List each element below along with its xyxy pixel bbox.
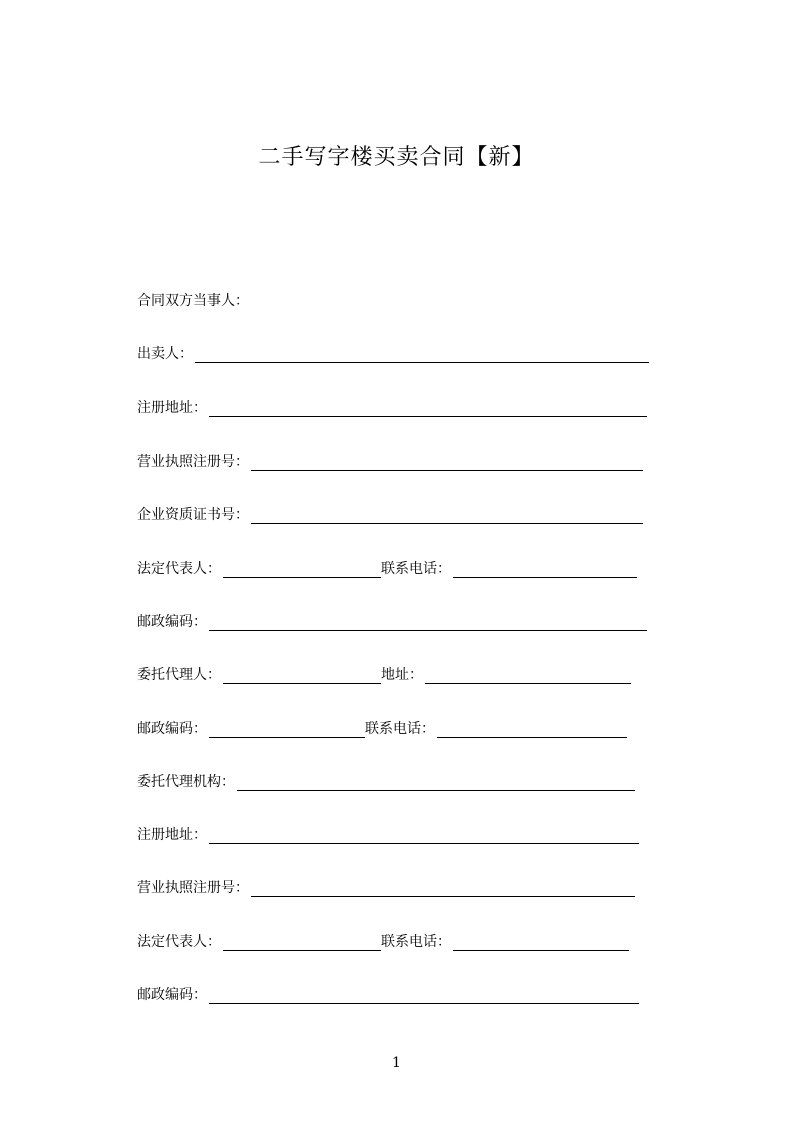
- agency-label: 委托代理机构：: [137, 774, 235, 790]
- legal-rep-input-line[interactable]: [223, 563, 381, 578]
- agent-phone-input-line[interactable]: [437, 723, 627, 738]
- legal-rep-row: [137, 558, 637, 578]
- agent-phone-label: 联系电话：: [365, 721, 435, 737]
- agency-address-label: 注册地址：: [137, 827, 207, 843]
- business-license-label: 营业执照注册号：: [137, 454, 249, 470]
- agent-postal-input-line[interactable]: [209, 723, 365, 738]
- agency-address-input-line[interactable]: [209, 829, 639, 844]
- agency-legal-rep-row: [137, 931, 629, 951]
- agent-address-input-line[interactable]: [425, 669, 631, 684]
- postal-code-label: 邮政编码：: [137, 614, 207, 630]
- seller-label: 出卖人：: [137, 346, 193, 362]
- agent-postal-label: 邮政编码：: [137, 721, 207, 737]
- parties-intro-label: 合同双方当事人：: [137, 293, 249, 309]
- business-license-input-line[interactable]: [251, 456, 643, 471]
- parties-intro: [137, 290, 249, 310]
- agency-address-row: [137, 824, 639, 844]
- registered-address-row: [137, 397, 647, 417]
- agency-postal-input-line[interactable]: [209, 989, 639, 1004]
- business-license-row: [137, 451, 643, 471]
- agency-legal-rep-input-line[interactable]: [223, 936, 381, 951]
- registered-address-input-line[interactable]: [209, 402, 647, 417]
- agency-legal-rep-label: 法定代表人：: [137, 934, 221, 950]
- agency-postal-row: [137, 984, 639, 1004]
- qualification-cert-input-line[interactable]: [251, 509, 643, 524]
- agency-row: [137, 771, 635, 791]
- legal-rep-phone-input-line[interactable]: [453, 563, 637, 578]
- page-number: 1: [392, 1055, 401, 1071]
- legal-rep-label: 法定代表人：: [137, 561, 221, 577]
- agent-address-label: 地址：: [381, 667, 423, 683]
- agent-row: [137, 664, 631, 684]
- agency-license-label: 营业执照注册号：: [137, 880, 249, 896]
- agent-input-line[interactable]: [223, 669, 381, 684]
- qualification-cert-label: 企业资质证书号：: [137, 507, 249, 523]
- postal-code-input-line[interactable]: [209, 616, 647, 631]
- agency-license-row: [137, 877, 635, 897]
- agent-postal-row: [137, 718, 627, 738]
- agency-input-line[interactable]: [237, 776, 635, 791]
- seller-row: [137, 343, 649, 363]
- postal-code-row: [137, 611, 647, 631]
- qualification-cert-row: [137, 504, 643, 524]
- agency-postal-label: 邮政编码：: [137, 987, 207, 1003]
- agency-legal-rep-phone-input-line[interactable]: [453, 936, 629, 951]
- document-title: 二手写字楼买卖合同【新】: [258, 145, 535, 170]
- agent-label: 委托代理人：: [137, 667, 221, 683]
- seller-input-line[interactable]: [195, 348, 649, 363]
- agency-legal-rep-phone-label: 联系电话：: [381, 934, 451, 950]
- agency-license-input-line[interactable]: [251, 882, 635, 897]
- legal-rep-phone-label: 联系电话：: [381, 561, 451, 577]
- registered-address-label: 注册地址：: [137, 400, 207, 416]
